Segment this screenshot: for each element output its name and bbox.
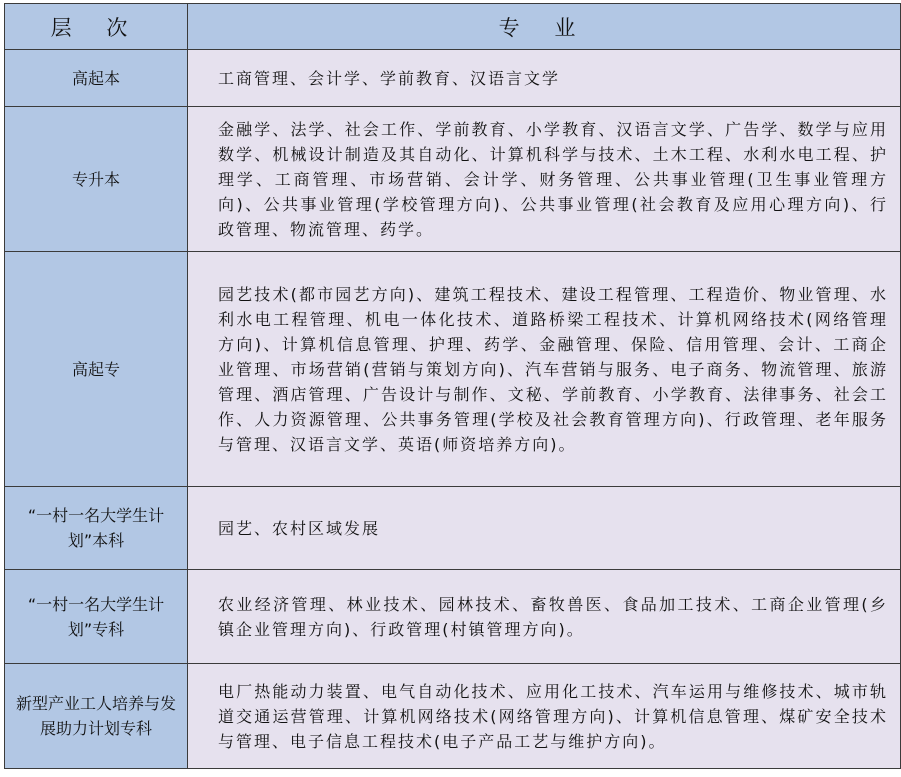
program-table — [4, 3, 901, 769]
majors-cell: 园艺技术(都市园艺方向)、建筑工程技术、建设工程管理、工程造价、物业管理、水利水电工程管理、机电一体化技术、道路桥梁工程技术、计算机网络技术(网络管理方向)、计算机信息管理、护理、药学、金融管理、保险、信用管理、会计、工商企业管理、市场营销(营销与策划方向)、汽车营销与服务、电子商务、物流管理、旅游管理、酒店管理、广告设计与制作、文秘、学前教育、小学教育、法律事务、社会工作、人力资源管理、公共事务管理(学校及社会教育管理方向)、行政管理、老年服务与管理、汉语言文学、英语(师资培养方向)。 — [188, 252, 901, 487]
level-cell: 高起本 — [5, 50, 188, 107]
level-cell: “一村一名大学生计划”本科 — [5, 487, 188, 570]
header-level: 层 次 — [5, 4, 188, 50]
majors-cell: 园艺、农村区域发展 — [188, 487, 901, 570]
table-row — [5, 50, 901, 107]
majors-cell: 工商管理、会计学、学前教育、汉语言文学 — [188, 50, 901, 107]
majors-cell: 农业经济管理、林业技术、园林技术、畜牧兽医、食品加工技术、工商企业管理(乡镇企业管理方向)、行政管理(村镇管理方向)。 — [188, 570, 901, 664]
table-row — [5, 487, 901, 570]
table-row — [5, 252, 901, 487]
level-cell: 新型产业工人培养与发展助力计划专科 — [5, 664, 188, 769]
header-row — [5, 4, 901, 50]
majors-cell: 电厂热能动力装置、电气自动化技术、应用化工技术、汽车运用与维修技术、城市轨道交通运营管理、计算机网络技术(网络管理方向)、计算机信息管理、煤矿安全技术与管理、电子信息工程技术(电子产品工艺与维护方向)。 — [188, 664, 901, 769]
table-row — [5, 107, 901, 252]
table-row — [5, 664, 901, 769]
header-major: 专 业 — [188, 4, 901, 50]
level-cell: “一村一名大学生计划”专科 — [5, 570, 188, 664]
table-row — [5, 570, 901, 664]
level-cell: 专升本 — [5, 107, 188, 252]
level-cell: 高起专 — [5, 252, 188, 487]
majors-cell: 金融学、法学、社会工作、学前教育、小学教育、汉语言文学、广告学、数学与应用数学、机械设计制造及其自动化、计算机科学与技术、土木工程、水利水电工程、护理学、工商管理、市场营销、会计学、财务管理、公共事业管理(卫生事业管理方向)、公共事业管理(学校管理方向)、公共事业管理(社会教育及应用心理方向)、行政管理、物流管理、药学。 — [188, 107, 901, 252]
program-table-container — [4, 3, 901, 769]
